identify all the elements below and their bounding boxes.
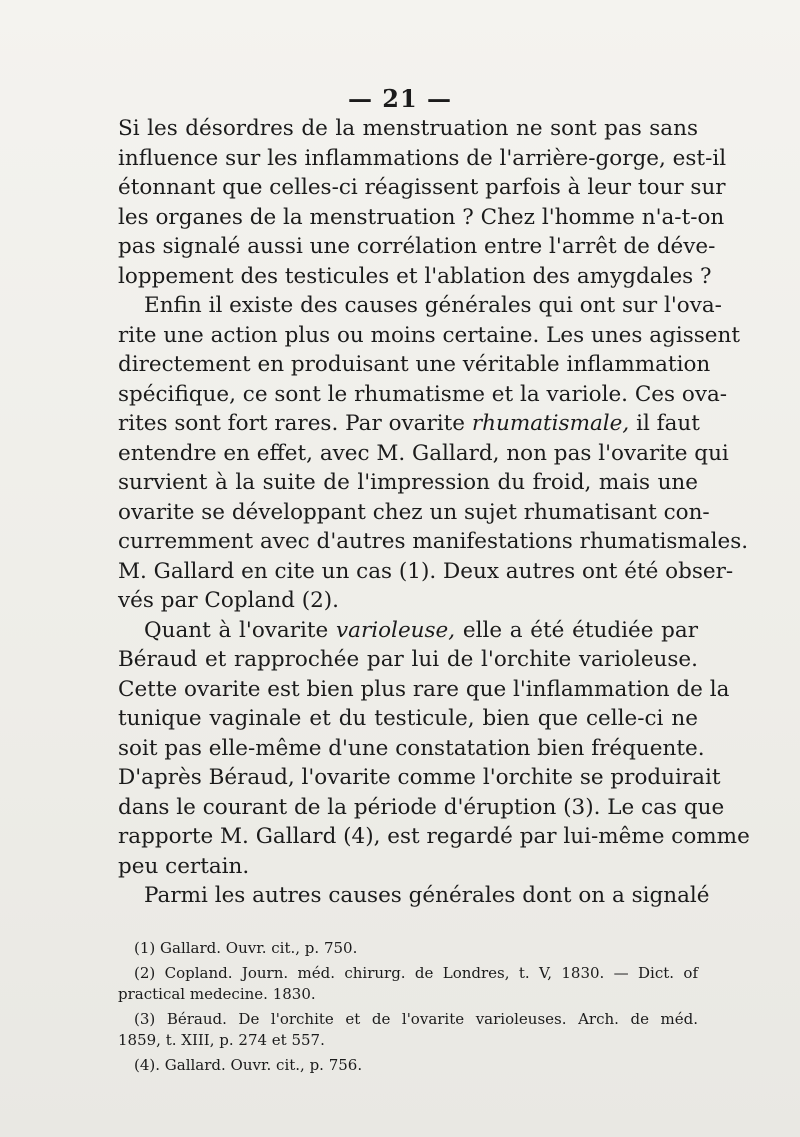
footnote-line: practical medecine. 1830. — [118, 985, 316, 1003]
body-line: vés par Copland (2). — [118, 588, 340, 613]
page-number: — 21 — — [347, 84, 453, 113]
body-line: survient à la suite de l'impression du froid, mais une — [118, 470, 698, 495]
body-line: étonnant que celles-ci réagissent parfois à leur tour sur — [118, 175, 726, 200]
body-line: Cette ovarite est bien plus rare que l'inflammation de la — [118, 676, 730, 702]
body-line: peu certain. — [118, 853, 250, 879]
body-line: Béraud et rapprochée par lui de l'orchite varioleuse. — [118, 647, 698, 672]
body-line: ovarite se développant chez un sujet rhumatisant con- — [118, 499, 710, 525]
footnote-line: 1859, t. XIII, p. 274 et 557. — [118, 1031, 325, 1049]
body-line: M. Gallard en cite un cas (1). Deux autres ont été obser- — [118, 558, 734, 584]
body-line-text: il faut — [636, 411, 700, 436]
body-line-text: Quant à l'ovarite — [144, 617, 329, 643]
body-line: soit pas elle-même d'une constatation bien fréquente. — [118, 735, 705, 761]
footnote-line: (2) Copland. Journ. méd. chirurg. de Londres, t. V, 1830. — Dict. of — [134, 963, 698, 982]
body-line: les organes de la menstruation ? Chez l'homme n'a-t-on — [118, 204, 725, 230]
body-line: pas signalé aussi une corrélation entre l'arrêt de déve- — [118, 234, 716, 259]
italic-term: varioleuse, — [336, 617, 456, 643]
footnotes — [118, 938, 698, 1076]
body-line — [118, 616, 698, 646]
body-line: entendre en effet, avec M. Gallard, non pas l'ovarite qui — [118, 440, 729, 466]
body-line: curremment avec d'autres manifestations rhumatismales. — [118, 529, 749, 554]
body-line: Si les désordres de la menstruation ne sont pas sans — [118, 116, 698, 141]
body-line — [118, 409, 698, 439]
body-line: dans le courant de la période d'éruption (3). Le cas que — [118, 794, 725, 820]
body-line: D'après Béraud, l'ovarite comme l'orchite se produirait — [118, 765, 721, 790]
body-line: spécifique, ce sont le rhumatisme et la variole. Ces ova- — [118, 381, 728, 407]
body-line: directement en produisant une véritable inflammation — [118, 352, 711, 377]
body-line-text: elle a été étudiée par — [462, 617, 698, 643]
body-line: tunique vaginale et du testicule, bien que celle-ci ne — [118, 706, 698, 731]
body-line: rapporte M. Gallard (4), est regardé par lui-même comme — [118, 824, 750, 849]
footnote-line: (3) Béraud. De l'orchite et de l'ovarite varioleuses. Arch. de méd. — [134, 1009, 698, 1028]
body-text — [118, 114, 750, 911]
footnote-line: (1) Gallard. Ouvr. cit., p. 750. — [134, 939, 358, 957]
body-line-text: rites sont fort rares. Par ovarite — [118, 411, 465, 436]
italic-term: rhumatismale, — [471, 411, 630, 436]
body-line: loppement des testicules et l'ablation des amygdales ? — [118, 263, 712, 289]
body-line: influence sur les inflammations de l'arrière-gorge, est-il — [118, 145, 727, 171]
body-line: Parmi les autres causes générales dont on a signalé — [144, 883, 710, 908]
footnote-line: (4). Gallard. Ouvr. cit., p. 756. — [134, 1055, 363, 1074]
body-line: rite une action plus ou moins certaine. Les unes agissent — [118, 322, 741, 348]
body-line: Enfin il existe des causes générales qui ont sur l'ova- — [144, 293, 722, 318]
